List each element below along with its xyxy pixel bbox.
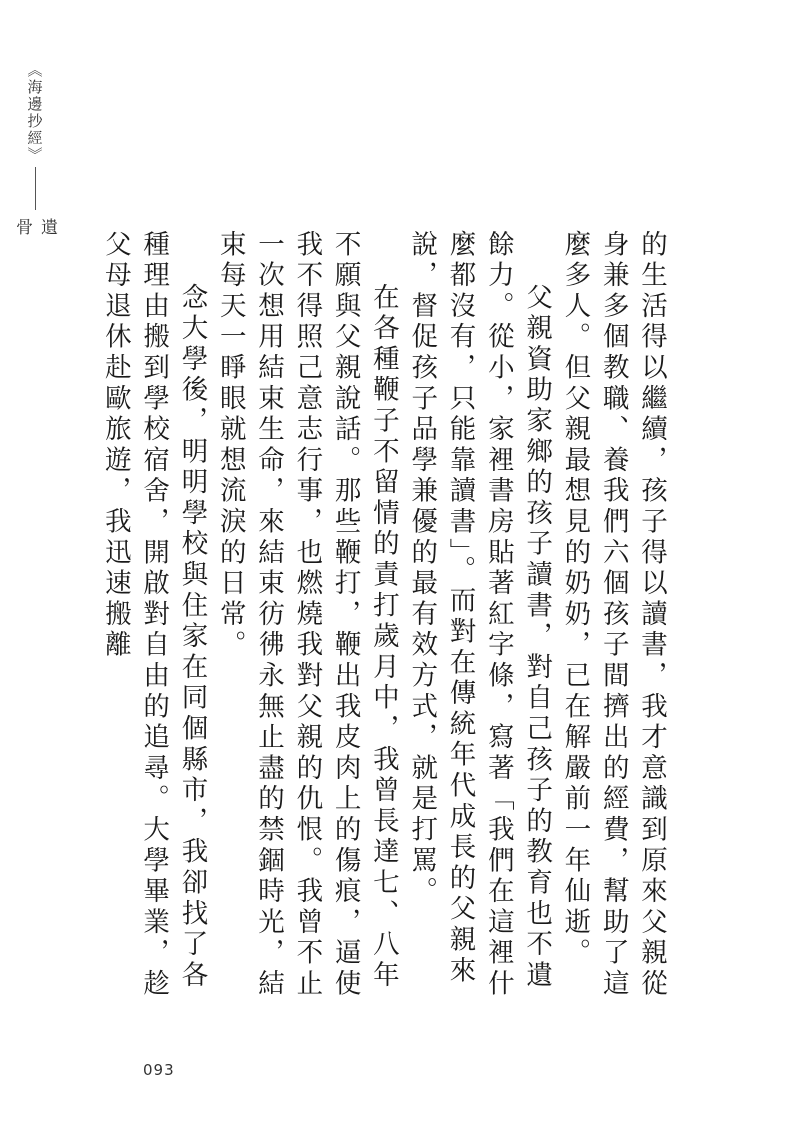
header-divider [35,167,36,211]
page-number: 093 [143,1061,175,1079]
book-title: 《海邊抄經》 [25,62,44,164]
paragraph-4: 念大學後，明明學校與住家在同個縣市，我卻找了各種理由搬到學校宿舍，開啟對自由的追尋。大學畢業，趁父母退休赴歐旅遊，我迅速搬離 [99,230,208,1000]
paragraph-3: 在各種鞭子不留情的責打歲月中，我曾長達七、八年不願與父親說話。那些鞭打，鞭出我皮肉上的傷痕，逼使我不得照己意志行事，也燃燒我對父親的仇恨。我曾不止一次想用結束生命，來結束彷彿永無止盡的禁錮時光，結束每天一睜眼就想流淚的日常。 [214,230,399,1000]
paragraph-1: 的生活得以繼續，孩子得以讀書，我才意識到原來父親從身兼多個教職、養我們六個孩子間擠出的經費，幫助了這麼多人。但父親最想見的奶奶，已在解嚴前一年仙逝。 [559,230,667,1000]
paragraph-2: 父親資助家鄉的孩子讀書，對自己孩子的教育也不遺餘力。從小，家裡書房貼著紅字條，寫著「我們在這裡什麼都沒有，只能靠讀書」。而對在傳統年代成長的父親來說，督促孩子品學兼優的最有效方式，就是打罵。 [406,230,553,1000]
body-text [99,230,670,1008]
running-header [12,62,57,262]
chapter-title: 遺骨 [12,218,57,242]
